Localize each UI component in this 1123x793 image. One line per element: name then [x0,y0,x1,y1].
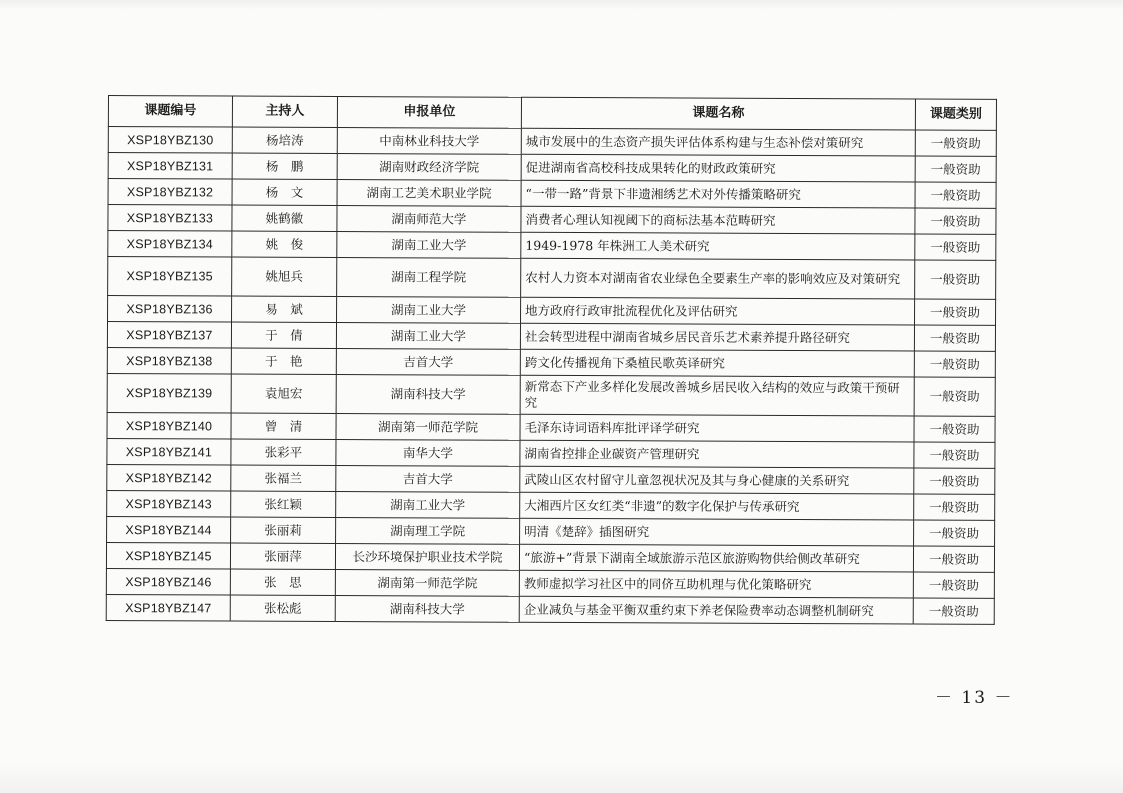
cell-host: 杨 文 [232,179,337,205]
header-title: 课题名称 [521,97,915,130]
cell-title: 农村人力资本对湖南省农业绿色全要素生产率的影响效应及对策研究 [521,258,915,299]
cell-code: XSP18YBZ141 [107,438,231,465]
cell-code: XSP18YBZ140 [107,412,231,439]
table-row [107,412,995,442]
cell-host: 杨培涛 [232,127,337,153]
cell-title: 消费者心理认知视阈下的商标法基本范畴研究 [521,206,915,234]
table-row [108,257,996,300]
cell-unit: 湖南科技大学 [335,595,519,622]
cell-type: 一般资助 [915,182,996,208]
cell-type: 一般资助 [914,351,995,377]
cell-code: XSP18YBZ139 [107,373,231,413]
cell-title: 地方政府行政审批流程优化及评估研究 [521,297,915,325]
cell-unit: 湖南师范大学 [337,206,521,233]
cell-code: XSP18YBZ142 [107,464,231,491]
header-type: 课题类别 [915,99,996,130]
cell-unit: 湖南工业大学 [336,491,520,518]
cell-host: 张松彪 [230,595,335,621]
table-row [108,296,996,326]
table-header-row [108,96,996,131]
cell-host: 姚 俊 [232,231,337,257]
cell-host: 张福兰 [231,465,336,491]
cell-unit: 湖南工程学院 [337,257,521,297]
table-row [106,568,994,598]
cell-host: 张丽萍 [230,543,335,569]
cell-code: XSP18YBZ147 [106,594,230,621]
cell-type: 一般资助 [914,442,995,468]
cell-type: 一般资助 [914,494,995,520]
table-row [107,322,995,352]
table-row [108,179,996,209]
cell-host: 张丽莉 [231,517,336,543]
cell-type: 一般资助 [915,156,996,182]
cell-unit: 湖南第一师范学院 [335,569,519,596]
table-row [108,231,996,261]
cell-unit: 湖南工业大学 [336,322,520,349]
cell-code: XSP18YBZ143 [107,490,231,517]
cell-host: 袁旭宏 [231,374,336,413]
cell-unit: 中南林业科技大学 [337,128,521,155]
cell-code: XSP18YBZ134 [108,231,232,258]
cell-type: 一般资助 [915,234,996,260]
cell-title: 明清《楚辞》插图研究 [520,518,914,546]
cell-title: 湖南省控排企业碳资产管理研究 [520,440,914,468]
cell-title: “旅游+”背景下湖南全域旅游示范区旅游购物供给侧改革研究 [519,544,913,572]
cell-title: 1949-1978 年株洲工人美术研究 [521,232,915,260]
table-row [106,542,994,572]
cell-code: XSP18YBZ132 [108,179,232,206]
cell-title: 武陵山区农村留守儿童忽视状况及其与身心健康的关系研究 [520,466,914,494]
cell-type: 一般资助 [915,260,996,299]
cell-unit: 湖南财政经济学院 [337,154,521,181]
cell-type: 一般资助 [914,325,995,351]
cell-title: 城市发展中的生态资产损失评估体系构建与生态补偿对策研究 [521,128,915,156]
cell-title: “一带一路”背景下非遗湘绣艺术对外传播策略研究 [521,180,915,208]
cell-code: XSP18YBZ136 [108,296,232,323]
page-bottom-edge [0,763,1123,793]
cell-code: XSP18YBZ145 [106,542,230,569]
cell-host: 于 倩 [231,322,336,348]
table-row [107,438,995,468]
cell-host: 姚旭兵 [232,257,337,296]
cell-title: 教师虚拟学习社区中的同侪互助机理与优化策略研究 [519,570,913,598]
cell-host: 张 思 [230,569,335,595]
cell-title: 大湘西片区女红类“非遗”的数字化保护与传承研究 [520,492,914,520]
cell-host: 张彩平 [231,439,336,465]
cell-code: XSP18YBZ146 [106,568,230,595]
cell-type: 一般资助 [914,520,995,546]
cell-title: 促进湖南省高校科技成果转化的财政政策研究 [521,154,915,182]
cell-unit: 湖南工艺美术职业学院 [337,180,521,207]
cell-unit: 湖南工业大学 [337,296,521,323]
cell-unit: 湖南第一师范学院 [336,413,520,440]
table-row [107,347,995,377]
cell-code: XSP18YBZ135 [108,257,232,297]
header-unit: 申报单位 [337,97,521,129]
cell-title: 社会转型进程中湖南省城乡居民音乐艺术素养提升路径研究 [520,323,914,351]
cell-host: 易 斌 [232,296,337,322]
cell-title: 企业减负与基金平衡双重约束下养老保险费率动态调整机制研究 [519,596,913,624]
table-row [108,127,996,157]
cell-unit: 长沙环境保护职业技术学院 [335,543,519,570]
cell-title: 新常态下产业多样化发展改善城乡居民收入结构的效应与政策干预研究 [520,375,914,416]
cell-code: XSP18YBZ137 [107,322,231,349]
cell-host: 姚鹤徽 [232,205,337,231]
cell-title: 毛泽东诗词语料库批评译学研究 [520,414,914,442]
cell-unit: 吉首大学 [336,465,520,492]
cell-code: XSP18YBZ144 [107,516,231,543]
header-host: 主持人 [232,96,337,127]
header-code: 课题编号 [108,96,232,128]
cell-type: 一般资助 [913,572,994,598]
table-row [107,490,995,520]
cell-code: XSP18YBZ138 [107,347,231,374]
cell-host: 杨 鹏 [232,153,337,179]
cell-type: 一般资助 [913,598,994,624]
cell-type: 一般资助 [915,130,996,156]
cell-code: XSP18YBZ133 [108,205,232,232]
page-number: － 13 － [935,688,1014,708]
cell-type: 一般资助 [914,468,995,494]
table-body [106,127,996,625]
cell-unit: 南华大学 [336,439,520,466]
cell-type: 一般资助 [915,208,996,234]
page-top-edge [0,0,1123,10]
table-row [108,205,996,235]
table-row [106,594,994,624]
cell-host: 曾 清 [231,413,336,439]
cell-title: 跨文化传播视角下桑植民歌英译研究 [520,349,914,377]
cell-code: XSP18YBZ130 [108,127,232,154]
table-row [107,373,995,416]
cell-unit: 湖南科技大学 [336,374,520,414]
cell-type: 一般资助 [915,299,996,325]
table-row [107,516,995,546]
cell-unit: 吉首大学 [336,348,520,375]
cell-host: 于 艳 [231,348,336,374]
cell-type: 一般资助 [913,546,994,572]
table-row [107,464,995,494]
cell-unit: 湖南工业大学 [337,232,521,259]
project-table [106,95,997,625]
cell-code: XSP18YBZ131 [108,153,232,180]
cell-type: 一般资助 [914,416,995,442]
cell-unit: 湖南理工学院 [336,517,520,544]
table-row [108,153,996,183]
cell-type: 一般资助 [914,377,995,416]
cell-host: 张红颖 [231,491,336,517]
